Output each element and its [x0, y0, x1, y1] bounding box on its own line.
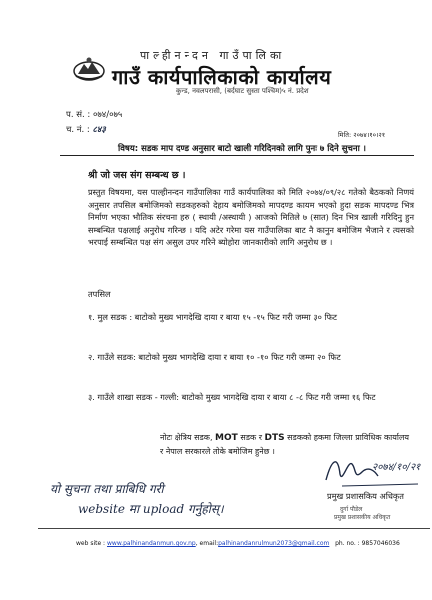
footer-divider: [38, 528, 430, 529]
footer-web-label: web site :: [76, 540, 107, 547]
note-mot: MOT: [215, 433, 238, 443]
subject-line: विषय: सडक माप दण्ड अनुसार बाटो खाली गरिदिनको लागि पुनः ७ दिने सुचना ।: [118, 144, 366, 154]
salutation: श्री जो जस संग सम्बन्ध छ ।: [88, 170, 186, 181]
officer-title: प्रमुख प्रशासकीय अधिकृत: [334, 514, 391, 521]
footer-email-label: , email:: [195, 540, 219, 547]
footer: [76, 540, 426, 547]
tapasil-heading: तपसिल: [88, 289, 111, 299]
org-name: पाल्हीनन्दन गाउँपालिका: [140, 49, 286, 62]
cn-label: च. नं. :: [66, 125, 93, 135]
note-suffix: सडकको हकमा जिल्ला प्राविधिक कार्यालय र नेपाल सरकारले तोके बमोजिम हुनेछ ।: [160, 433, 410, 456]
list-item: ३. गाउँले शाखा सडक - गल्ली: बाटोको मुख्य भागदेखि दाया र बाया ८ -८ फिट गरी जम्मा १६ फिट: [88, 392, 376, 402]
nepal-emblem-icon: [72, 56, 106, 82]
note-dts: DTS: [264, 433, 285, 443]
office-address: कुन्ड, नवलपरासी, (बर्दघाट सुस्ता पश्चिम)५ नं. प्रदेश: [176, 87, 309, 95]
letter-date: मिति: २०७४।१०।२१: [338, 131, 386, 139]
signature-date: २०७४/१०/२१: [372, 462, 421, 473]
letter-body: प्रस्तुत विषयमा, यस पाल्हीनन्दन गाउँपालिका गाउँ कार्यपालिका को मिति २०७४/०९/२८ गतेको बैठकको निणयं अनुसार तपसिल बमोजिमको सडकहरुको देहाय बमोजिमको मापदण्ड कायम भएको हुदा सडक मापदण्ड भित्र निर्माण भएका भौतिक संरचना हरु ( स्थायी /अस्थायी ) आजको मितिले ७ (सात) दिन भित्र खाली गरिदिनु हुन सम्बन्धित पक्षलाई अनुरोध गरिन्छ । यदि अटेर गरेमा यस गाउँपालिका बाट नै कानुन बमोजिम भैजाने र त्यसको भरपाई सम्बन्धित पक्ष संग असुल उपर गरिने ब्योहोरा जानकारीको लागि अनुरोध छ ।: [88, 187, 414, 247]
list-item: १. मुल सडक : बाटोको मुख्य भागदेखि दाया र बाया १५ -१५ फिट गरी जम्मा ३० फिट: [88, 312, 338, 322]
note-mid: सडक र: [237, 433, 265, 442]
note-prefix: नोटः क्षेत्रिय सडक,: [160, 433, 216, 442]
footer-phone: ph. no. : 9857046036: [335, 540, 400, 547]
signature-image: [322, 450, 422, 490]
cn-number: [66, 124, 106, 135]
handwritten-note-line1: यो सुचना तथा प्राबिधि गरी: [50, 482, 164, 496]
email-link[interactable]: palhinandanrulmun2073@gmail.com: [218, 540, 330, 547]
designation: प्रमुख प्रशासकिय अधिकृत: [327, 491, 404, 501]
subject-divider: [60, 155, 414, 156]
cn-value: ८४३: [92, 125, 106, 135]
officer-name: दुर्गा पौडेल: [340, 506, 363, 513]
list-item: २. गाउँले सडक: बाटोको मुख्य भागदेखि दाया र बाया १० -१० फिट गरी जम्मा २० फिट: [88, 352, 341, 362]
handwritten-note-line2: website मा upload गर्नुहोस्।: [78, 502, 224, 516]
ps-number: प. सं. : ०७४/०७५: [66, 110, 123, 120]
office-title: गाउँ कार्यपालिकाको कार्यालय: [112, 65, 332, 89]
website-link[interactable]: www.palhinandanmun.gov.np: [107, 540, 196, 547]
